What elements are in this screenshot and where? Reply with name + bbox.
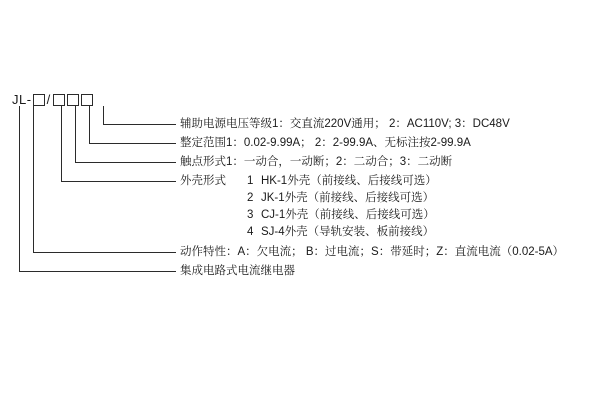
- shell-form-option-2-num: 2: [247, 192, 254, 204]
- model-code-box-3[interactable]: [67, 94, 79, 106]
- shell-form-option-2[interactable]: [247, 190, 437, 207]
- leader-hline-setting-range: [89, 143, 176, 144]
- annotation-setting-range-label: 整定范围: [180, 137, 226, 149]
- shell-form-option-1-num: 1: [247, 175, 254, 187]
- annotation-contact-form-label: 触点形式: [180, 156, 226, 168]
- model-code-box-2[interactable]: [53, 94, 65, 106]
- annotation-aux-power-label: 辅助电源电压等级: [180, 118, 272, 130]
- annotation-setting-range-value: 1：0.02-9.99A； 2：2-99.9A、无标注按2-99.9A: [226, 137, 471, 149]
- leader-vline-product-name: [19, 106, 20, 272]
- annotation-product-name: [180, 263, 295, 280]
- annotation-action-characteristic-value: ：A：欠电流； B：过电流；S：带延时；Z：直流电流（0.02-5A）: [226, 246, 565, 258]
- shell-form-option-1[interactable]: [247, 173, 437, 190]
- shell-form-option-1-text: HK-1外壳（前接线、后接线可选）: [261, 175, 437, 187]
- shell-form-option-4-text: SJ-4外壳（导轨安装、板前接线）: [261, 226, 435, 238]
- leader-hline-action-characteristic: [33, 252, 176, 253]
- shell-form-option-list: [247, 173, 437, 241]
- annotation-action-characteristic-label: 动作特性: [180, 246, 226, 258]
- leader-vline-contact-form: [75, 106, 76, 163]
- leader-hline-shell-form: [61, 181, 176, 182]
- annotation-shell-form-label: 外壳形式: [180, 175, 226, 187]
- shell-form-option-4-num: 4: [247, 226, 254, 238]
- model-code-slash: /: [46, 92, 51, 107]
- annotation-action-characteristic: [180, 244, 564, 261]
- model-code-prefix: JL-: [12, 91, 32, 107]
- annotation-aux-power: [180, 116, 510, 133]
- shell-form-option-4[interactable]: [247, 224, 437, 241]
- shell-form-option-3-num: 3: [247, 209, 254, 221]
- leader-vline-shell-form: [61, 106, 62, 182]
- shell-form-option-2-text: JK-1外壳（前接线、后接线可选）: [261, 192, 435, 204]
- model-code-box-4[interactable]: [81, 94, 93, 106]
- shell-form-option-3[interactable]: [247, 207, 437, 224]
- leader-hline-aux-power: [103, 124, 176, 125]
- leader-vline-setting-range: [89, 106, 90, 144]
- leader-hline-contact-form: [75, 162, 176, 163]
- annotation-product-name-label: 集成电路式电流继电器: [180, 265, 295, 277]
- shell-form-option-3-text: CJ-1外壳（前接线、后接线可选）: [261, 209, 435, 221]
- annotation-contact-form: [180, 154, 452, 171]
- annotation-shell-form: [180, 173, 226, 190]
- annotation-contact-form-value: 1：一动合，一动断；2：二动合；3：二动断: [226, 156, 453, 168]
- model-code-box-1[interactable]: [33, 94, 45, 106]
- leader-hline-product-name: [19, 271, 176, 272]
- leader-vline-action-characteristic: [33, 106, 34, 253]
- annotation-aux-power-value: 1：交直流220V通用； 2：AC110V; 3：DC48V: [272, 118, 510, 130]
- model-code: [12, 92, 94, 107]
- leader-vline-aux-power: [103, 106, 104, 125]
- annotation-setting-range: [180, 135, 471, 152]
